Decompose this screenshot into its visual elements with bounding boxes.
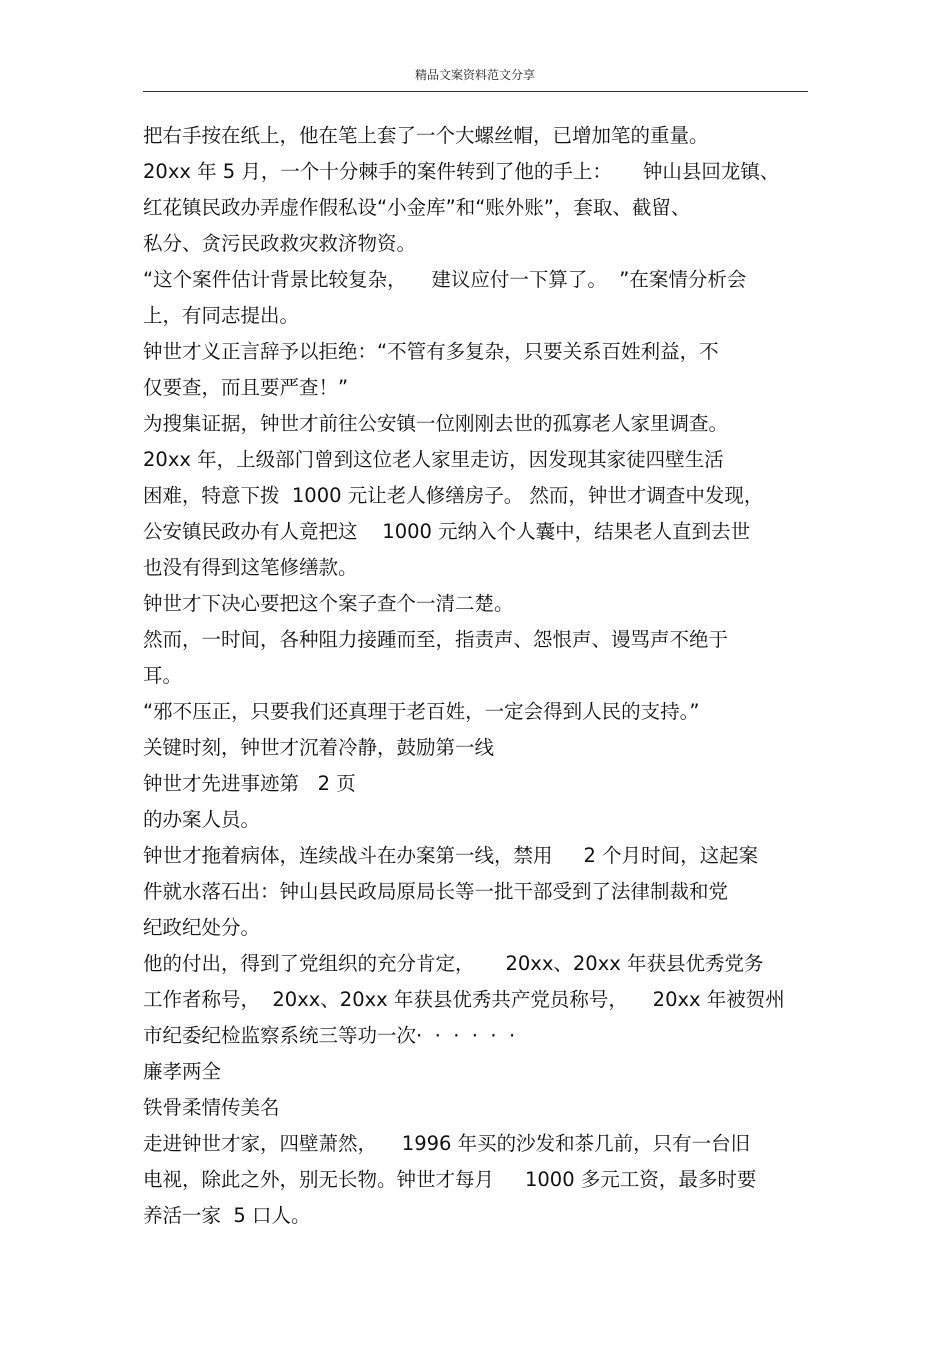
text-line: 件就水落石出：钟山县民政局原局长等一批干部受到了法律制裁和党 <box>143 880 729 903</box>
text-line: 市纪委纪检监察系统三等功一次· · · · · · <box>143 1024 516 1047</box>
text-line: 纪政纪处分。 <box>143 916 261 939</box>
text-line: 私分、贪污民政救灾救济物资。 <box>143 232 417 255</box>
text-line: 他的付出，得到了党组织的充分肯定， 20xx、20xx 年获县优秀党务 <box>143 952 764 975</box>
text-line: 上，有同志提出。 <box>143 304 300 327</box>
text-line: 走进钟世才家，四壁萧然， 1996 年买的沙发和茶几前，只有一台旧 <box>143 1132 751 1155</box>
header-divider <box>143 91 808 92</box>
text-line: 红花镇民政办弄虚作假私设“小金库”和“账外账”，套取、截留、 <box>143 196 691 219</box>
text-line: 关键时刻，钟世才沉着冷静，鼓励第一线 <box>143 736 495 759</box>
text-line: 钟世才义正言辞予以拒绝：“不管有多复杂，只要关系百姓利益，不 <box>143 340 719 363</box>
text-line: 为搜集证据，钟世才前往公安镇一位刚刚去世的孤寡老人家里调查。 <box>143 412 729 435</box>
text-line: 然而，一时间，各种阻力接踵而至，指责声、怨恨声、谩骂声不绝于 <box>143 628 729 651</box>
text-line: 困难，特意下拨 1000 元让老人修缮房子。 然而，钟世才调查中发现， <box>143 484 764 507</box>
text-line: 养活一家 5 口人。 <box>143 1204 311 1227</box>
text-line: 仅要查，而且要严查！” <box>143 376 349 399</box>
document-body <box>143 118 808 1234</box>
text-line: 也没有得到这笔修缮款。 <box>143 556 358 579</box>
text-line: 20xx 年 5 月，一个十分棘手的案件转到了他的手上： 钟山县回龙镇、 <box>143 160 780 183</box>
text-line: “邪不压正，只要我们还真理于老百姓，一定会得到人民的支持。” <box>143 700 700 723</box>
page-header: 精品文案资料范文分享 <box>414 68 535 82</box>
text-line: 钟世才拖着病体，连续战斗在办案第一线，禁用 2 个月时间，这起案 <box>143 844 759 867</box>
text-line: 钟世才下决心要把这个案子查个一清二楚。 <box>143 592 514 615</box>
page-marker: 钟世才先进事迹第 2 页 <box>143 772 356 795</box>
text-line: 耳。 <box>143 664 183 687</box>
text-line: 工作者称号， 20xx、20xx 年获县优秀共产党员称号， 20xx 年被贺州 <box>143 988 785 1011</box>
text-line: “这个案件估计背景比较复杂， 建议应付一下算了。 ”在案情分析会 <box>143 268 747 291</box>
section-subheading: 铁骨柔情传美名 <box>143 1096 280 1119</box>
section-heading: 廉孝两全 <box>143 1060 222 1083</box>
text-line: 公安镇民政办有人竟把这 1000 元纳入个人囊中，结果老人直到去世 <box>143 520 751 543</box>
text-line: 电视，除此之外，别无长物。钟世才每月 1000 多元工资，最多时要 <box>143 1168 757 1191</box>
text-line: 的办案人员。 <box>143 808 261 831</box>
text-line: 把右手按在纸上，他在笔上套了一个大螺丝帽，已增加笔的重量。 <box>143 124 709 147</box>
text-line: 20xx 年，上级部门曾到这位老人家里走访，因发现其家徒四壁生活 <box>143 448 724 471</box>
